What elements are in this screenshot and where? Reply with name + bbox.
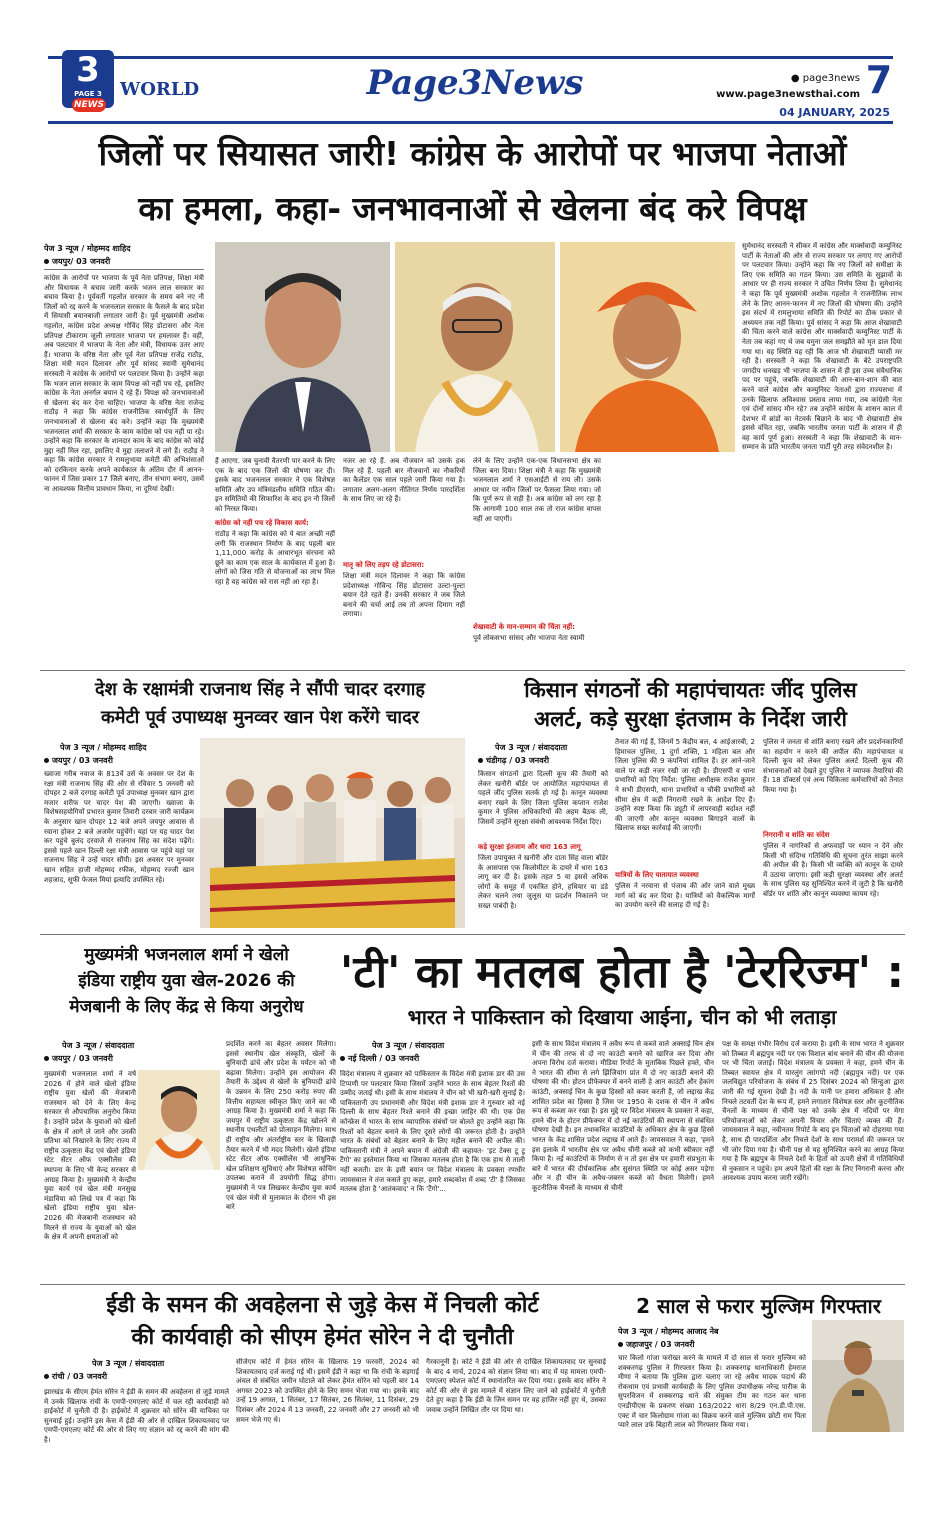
soren-dateline-text: रांची / 03 जनवरी xyxy=(52,1372,108,1381)
rajnath-body: ख्वाजा गरीब नवाज के 813वें उर्स के अवसर पर देश के रक्षा मंत्री राजनाथ सिंह की ओर से रविवार 5 जनवरी को दोपहर 2 बजे दरगाह कमेटी पूर्व उपाध्यक्ष मुनव्वर खान द्वारा मजार शरीफ पर चादर पेश की जाएगी। ख्वाजा के विशेषसहयोगियों प्रभारत कुमार तिवारी दरबार जारी कार्यक्रम के अनुसार खान दोपहर 12 बजे अपने जयपुर आवास से रवाना होकर 2 बजे अजमेर पहुंचेंगे। यहां पर यह चादर पेश कर पहुंचे बुलंद दरवाजे से राजनाथ सिंह का संदेश पढ़ेंगे। इससे पहले खान दिल्ली रक्षा मंत्री आवास पर पहुंचे यहां पर राजनाथ सिंह ने उन्हें चादर सौंपी। इस अवसर पर मुनव्वर खान सहित हाजी मोहम्मद रफीक, मोहम्मद रज्जी खान शहजाद, सूफी फेजल मियां इत्यादि उपस्थित रहे। xyxy=(44,770,194,884)
bullet-icon xyxy=(618,1342,623,1347)
masthead xyxy=(0,0,945,122)
cm-dateline-text: जयपुर / 03 जनवरी xyxy=(52,1054,113,1063)
kisan-col-1-sub: कड़े सुरक्षा इंतजाम और धारा 163 लागू xyxy=(478,843,581,851)
kisan-col-1b: जिला उपायुक्त ने खनौरी और दाता सिंह वाला बॉर्डर के आसपास एक किलोमीटर के दायरे में धारा 163 लागू कर दी है। इसके तहत 5 या इससे अधिक लोगों के समूह में एकत्रित होने, हथियार या डंडे लेकर चलने तथा जुलूस या प्रदर्शन निकालने पर सख्त पाबंदी है। xyxy=(478,854,608,910)
bullet-icon xyxy=(44,758,49,763)
cm-photo xyxy=(138,1070,220,1170)
section-label: WORLD xyxy=(118,78,228,102)
china-col-2: इसी के साथ विदेश मंत्रालय ने अवैध रूप से कब्जे वाले अक्साई चिन क्षेत्र में चीन की तरफ से दो नए काउंटी बनाने को खारिज कर दिया और अपना विरोध दर्ज कराया। मीडिया रिपोर्ट के मुताबिक पिछले हफ्ते, चीन ने भारत की सीमा से लगे झिंजियांग प्रांत में दो नए काउंटी बनाने की घोषणा की थी। होटन प्रीफेक्चर में बनने वाली हे आन काउंटी और हेकांग काउंटी, अक्साई चिन के कुछ हिस्सों को कवर करती हैं, जो लद्दाख केंद्र शासित प्रदेश का हिस्सा है जिस पर 1950 के दशक से चीन ने अवैध रूप से कब्जा कर रखा है। इस मुद्दे पर विदेश मंत्रालय के प्रवक्ता ने कहा, हमने चीन के होटन प्रीफेक्चर में दो नई काउंटियों की स्थापना से संबंधित घोषणा देखी है। इन तथाकथित काउंटियों के अधिकार क्षेत्र के कुछ हिस्से भारत के केंद्र शासित प्रदेश लद्दाख में आते हैं। जायसवाल ने कहा, 'हमने इस इलाके में भारतीय क्षेत्र पर अवैध चीनी कब्जे को कभी स्वीकार नहीं किया है। नई काउंटियों के निर्माण से न तो इस क्षेत्र पर हमारी संप्रभुता के बारे में भारत की दीर्घकालिक और सुसंगत स्थिति पर कोई असर पड़ेगा और न ही चीन के अवैध-जबरन कब्जे को वैधता मिलेगी। हमने कूटनीतिक चैनलों के माध्यम से चीनी xyxy=(532,1040,714,1192)
kisan-dateline xyxy=(478,755,608,766)
cm-col-2: प्रदर्शित करने का बेहतर अवसर मिलेगा। इससे स्थानीय खेल संस्कृति, खेलों के बुनियादी ढांचे और प्रदेश के पर्यटन को भी बढ़ावा मिलेगा। उन्होंने इस आयोजन की तैयारी के उद्देश्य से खेलों के बुनियादी ढांचे के उन्नयन के लिए 250 करोड़ रुपए की वित्तीय सहायता स्वीकृत किए जाने का भी आग्रह किया है। मुख्यमंत्री शर्मा ने कहा कि जयपुर में राष्ट्रीय उत्कृष्टता केंद्र खोलने से स्थानीय एथलीटों को प्रोत्साहन मिलेगा। साथ ही राष्ट्रीय और अंतर्राष्ट्रीय स्तर के खिलाड़ी तैयार करने में भी मदद मिलेगी। खेलो इंडिया स्टेट सेंटर ऑफ एक्सीलेंस भी आधुनिक खेल प्रशिक्षण सुविधाएं और विशेषज्ञ कोचिंग उपलब्ध कराने में उपयोगी सिद्ध होगा। मुख्यमंत्री ने पत्र लिखकर केन्द्रीय युवा कार्य एवं खेल मंत्री से मुलाकात के दौरान भी इस बारे xyxy=(226,1040,336,1212)
bullet-icon xyxy=(44,1374,49,1379)
brand-name: Page3News xyxy=(366,63,584,103)
rajnath-byline: पेज 3 न्यूज / मोहम्मद शाहिद xyxy=(60,743,147,752)
arrest-photo-illustration xyxy=(812,1320,904,1432)
lead-col-2b: राठौड़ ने कहा कि कांग्रेस को ये बात अच्छी नहीं लगी कि राजस्थान निर्माण के बाद पहली बार 1,11,000 करोड़ के आधारभूत संरचना को छूने का काम एक साल के कार्यकाल में हुआ है। लोगों को जिस गति से योजनाओं का लाभ मिल रहा है वह कांग्रेस को रास नहीं आ रहा है। xyxy=(215,530,335,586)
logo-sub: PAGE 3 xyxy=(74,90,102,98)
china-dateline xyxy=(340,1053,480,1064)
soren-dateline xyxy=(44,1371,194,1382)
cm-dateline xyxy=(44,1053,184,1064)
arrest-photo xyxy=(812,1320,904,1432)
logo-number: 3 xyxy=(76,50,100,90)
site-short-text: page3news xyxy=(802,73,860,84)
site-short: ● page3news xyxy=(790,73,860,84)
bullet-icon xyxy=(478,758,483,763)
site-url: www.page3newsthai.com xyxy=(716,89,860,100)
china-dateline-text: नई दिल्ली / 03 जनवरी xyxy=(348,1054,420,1063)
cm-headline-2: इंडिया राष्ट्रीय युवा खेल-2026 की xyxy=(78,971,295,991)
lead-headline-1: जिलों पर सियासत जारी! कांग्रेस के आरोपों पर भाजपा नेताओं xyxy=(98,134,847,173)
kisan-col-2b: पुलिस ने नरवाना से पंजाब की ओर जाने वाले मुख्य मार्ग को बंद कर दिया है। यात्रियों को वैकल्पिक मार्गों का उपयोग करने की सलाह दी गई है। xyxy=(615,882,755,910)
rajnath-dateline-text: जयपुर / 03 जनवरी xyxy=(52,756,113,765)
bullet-icon xyxy=(340,1056,345,1061)
section-divider xyxy=(40,934,905,935)
bullet-icon xyxy=(44,1056,49,1061)
lead-dateline-text: जयपुर/ 03 जनवरी xyxy=(52,257,111,266)
section-divider xyxy=(40,1284,905,1285)
lead-col-3b: शिक्षा मंत्री मदन दिलावर ने कहा कि कांग्रेस प्रदेशाध्यक्ष गोविन्द सिंह डोटासरा उल्टा-पुल्टा बयान देते रहते हैं। उनकी सरकार ने जब जिले बनाने की चर्चा आई तब तो अपना दिमाग नहीं लगाया। xyxy=(343,572,465,619)
kisan-byline: पेज 3 न्यूज / संवाददाता xyxy=(495,743,568,752)
soren-col-2: सीजेएम कोर्ट में हेमंत सोरेन के खिलाफ 19 फरवरी, 2024 को शिकायतवाद दर्ज कराई गई थी। इसमें ईडी ने कहा था कि रांची के बड़गाईं अंचल से संबंधित जमीन घोटाले को लेकर हेमंत सोरेन को पहली बार 14 अगस्त 2023 को उपस्थित होने के लिए समन भेजा गया था। इसके बाद उन्हें 19 अगस्त, 1 सितंबर, 17 सितंबर, 26 सितंबर, 11 दिसंबर, 29 दिसंबर और 2024 में 13 जनवरी, 22 जनवरी और 27 जनवरी को भी समन भेजे गए थे। xyxy=(236,1358,419,1424)
lead-photo-illustration xyxy=(215,242,735,452)
section-divider xyxy=(40,670,905,671)
lead-col-2: हैं आएगा. जब चुनावी वैतरणी पार करने के लिए एक के बाद एक जिलों की घोषणा कर दी। इसके बाद भजनलाल सरकार ने एक विशेषज्ञ समिति और उप मंत्रिमंडलीय समिति गठित की। इन समितियों की सिफारिश के बाद इन नौ जिलों को निरस्त किया। xyxy=(215,457,335,513)
soren-col-1: झारखंड के सीएम हेमंत सोरेन ने ईडी के समन की अवहेलना से जुड़े मामले में उनके खिलाफ रांची के एमपी-एमएलए कोर्ट में चल रही कार्यवाही को हाईकोर्ट में चुनौती दी है। हाईकोर्ट में शुक्रवार को सोरेन की याचिका पर सुनवाई हुई। उन्होंने इस केस में ईडी की ओर से दाखिल शिकायतवाद पर एमपी-एमएलए कोर्ट की ओर से लिए गए संज्ञान को रद्द करने की मांग की है। xyxy=(44,1388,229,1444)
rajnath-dateline xyxy=(44,755,194,766)
china-col-1: विदेश मंत्रालय ने शुक्रवार को पाकिस्तान के विदेश मंत्री इशाक डार की उस टिप्पणी पर पलटवार किया जिसमें उन्होंने भारत के साथ बेहतर रिश्तों की उम्मीद जताई थी। इसी के साथ मंत्रालय ने चीन को भी खरी-खरी सुनाई है। पाकिस्तानी उप प्रधानमंत्री और विदेश मंत्री इशाक डार ने गुरुवार को नई दिल्ली के साथ बेहतर रिश्ते बनाने की इच्छा जाहिर की थी। एक प्रेस कॉन्फ्रेंस में भारत के साथ व्यापारिक संबंधों पर बोलते हुए उन्होंने कहा कि रिश्तों को बेहतर बनाने के लिए दूसरे लोगों की जरूरत होती है। उन्होंने भारत के संबंधों को बेहतर बनाने के लिए महौल बनाने की अपील की। पाकिस्तानी मंत्री ने अपने बयान में अंग्रेजी की कहावत- 'इट टेक्स टू टू टैंगो' का इस्तेमाल किया था जिसका मतलब होता है कि एक हाथ से ताली नहीं बजती। डार के इसी बयान पर विदेश मंत्रालय के प्रवक्ता रणधीर जायसवाल ने तंज कसते हुए कहा, हमारे शब्दकोश में शब्द 'टी' है जिसका मतलब होता है 'आतंकवाद' न कि 'टैंगो'... xyxy=(340,1070,525,1194)
issue-date: 04 JANUARY, 2025 xyxy=(779,106,890,119)
lead-col-4-sub: शेखावाटी के मान-सम्मान की चिंता नहीं: xyxy=(473,623,575,631)
china-col-3: पक्ष के समक्ष गंभीर विरोध दर्ज कराया है। इसी के साथ भारत ने शुक्रवार को तिब्बत में ब्रह्मपुत्र नदी पर एक विशाल बांध बनाने की चीन की योजना पर भी चिंता जताई। विदेश मंत्रालय के प्रवक्ता ने कहा, हमने चीन के तिब्बत स्वायत्त क्षेत्र में यारलुंग त्सांगपो नदी (ब्रह्मपुत्र नदी) पर एक जलविद्युत परियोजना के संबंध में 25 दिसंबर 2024 को सिन्हुआ द्वारा जारी की गई सूचना देखी है। नदी के पानी पर हमारा अधिकार है और निचले तटवर्ती देश के रूप में, हमने लगातार विशेषज्ञ स्तर और कूटनीतिक चैनलों के माध्यम से चीनी पक्ष को उनके क्षेत्र में नदियों पर मेगा परियोजनाओं को लेकर अपनी विचार और चिंताएं व्यक्त की हैं। जायसवाल ने कहा, नवीनतम रिपोर्ट के बाद इन चिंताओं को दोहराया गया है, साथ ही पारदर्शिता और निचले देशों के साथ परामर्श की जरूरत पर भी जोर दिया गया है। चीनी पक्ष से यह सुनिश्चित करने का आग्रह किया गया है कि ब्रह्मपुत्र के निचले देशों के हितों को ऊपरी क्षेत्रों में गतिविधियों से नुकसान न पहुंचे। हम अपने हितों की रक्षा के लिए निगरानी करना और आवश्यक उपाय करना जारी रखेंगे। xyxy=(722,1040,904,1183)
kisan-dateline-text: चंडीगढ़ / 03 जनवरी xyxy=(486,756,550,765)
kisan-col-1: किसान संगठनों द्वारा दिल्ली कूच की तैयारी को लेकर खनौरी बॉर्डर पर आयोजित महापंचायत से पहले जींद पुलिस सतर्क हो गई है। कानून व्यवस्था बनाए रखने के लिए जिला पुलिस कप्तान राजेश कुमार ने पुलिस अधिकारियों की अहम बैठक ली, जिसमें उन्होंने सुरक्षा संबंधी आवश्यक निर्देश दिए। xyxy=(478,770,608,826)
lead-headline-2: का हमला, कहा- जनभावनाओं से खेलना बंद करे विपक्ष xyxy=(138,189,807,228)
china-headline-1: 'टी' का मतलब होता है 'टेररिज्म' : xyxy=(339,947,905,998)
lead-col-3: नजर आ रहे हैं. अब नौजवान को उसके हक मिल रहे हैं. पहली बार नौजवानों का नौकरियों का कैलेंडर एक साल पहले जारी किया गया है। लगातार अलग-अलग नीतिगत निर्णय पारदर्शिता के साथ लिए जा रहे हैं। xyxy=(343,457,465,504)
divider xyxy=(44,269,204,270)
kisan-col-3-sub: निगरानी व शांति का संदेश xyxy=(763,831,830,839)
cm-col-1: मुख्यमंत्री भजनलाल शर्मा ने वर्ष 2026 में होने वाले खेलो इंडिया राष्ट्रीय युवा खेलों की मेजबानी राजस्थान को देने के लिए केन्द्र सरकार से औपचारिक अनुरोध किया है। उन्होंने प्रदेश के युवाओं को खेलों के क्षेत्र में आगे ले जाने और उनकी प्रतिभा को निखारने के लिए राज्य में राष्ट्रीय उत्कृष्टता केंद्र एवं खेलो इंडिया स्टेट सेंटर ऑफ एक्सीलेंस की स्थापना के लिए भी केन्द्र सरकार से आग्रह किया है। मुख्यमंत्री ने केन्द्रीय युवा कार्य एवं खेल मंत्री मनसुख मंडाविया को लिखे पत्र में कहा कि खेलो इंडिया राष्ट्रीय युवा खेल- 2026 की मेजबानी राजस्थान को मिलने से राज्य के युवाओं को खेल के क्षेत्र में अपनी क्षमताओं को xyxy=(44,1070,136,1242)
cm-headline-1: मुख्यमंत्री भजनलाल शर्मा ने खेलो xyxy=(84,945,289,965)
cm-photo-illustration xyxy=(138,1070,220,1170)
china-headline-2: भारत ने पाकिस्तान को दिखाया आईना, चीन को भी लताड़ा xyxy=(407,1005,837,1029)
lead-col-4: लेने के लिए उन्होंने एक-एक विधानसभा क्षेत्र का जिला बना दिया। शिक्षा मंत्री ने कहा कि मुख्यमंत्री भजनलाल शर्मा ने एसआईटी से राय ली। उसके आधार पर नवीन जिलों पर फैसला लिया गया। जो कि पूर्ण रूप से सही है। अब कांग्रेस को लग रहा है कि आगामी 100 साल तक तो राज कांग्रेस वापस नहीं आ पाएगी। xyxy=(473,457,601,523)
kisan-col-3: पुलिस ने जनता से शांति बनाए रखने और प्रदर्शनकारियों का सहयोग न करने की अपील की। महापंचायत व दिल्ली कूच को लेकर पुलिस अलर्ट दिल्ली कूच की संभावनाओं को देखते हुए पुलिस ने व्यापक तैयारियां की हैं। 18 डॉक्टर्स एवं अन्य चिकित्सा कर्मचारियों को तैनात किया गया है। xyxy=(763,738,903,794)
rajnath-headline-2: कमेटी पूर्व उपाध्यक्ष मुनव्वर खान पेश करेंगे चादर xyxy=(100,707,419,728)
soren-headline-1: ईडी के समन की अवहेलना से जुड़े केस में निचली कोर्ट xyxy=(106,1293,539,1318)
kisan-col-2: तैनात की गई हैं, जिनमें 5 केंद्रीय बल, 4 आईआरबी, 2 हिमाचल पुलिस, 1 दुर्गा शक्ति, 1 महिला बल और जिला पुलिस की 9 कंपनियां शामिल हैं। हर आने-जाने वाले पर कड़ी नजर रखी जा रही है। डीएसपी व थाना प्रभारियों को दिए निर्देश: पुलिस अधीक्षक राजेश कुमार ने सभी डीएसपी, थाना प्रभारियों व चौकी प्रभारियों को सीमा क्षेत्र में कड़ी निगरानी रखने के आदेश दिए हैं। उन्होंने स्पष्ट किया कि ड्यूटी में लापरवाही बर्दाश्त नहीं की जाएगी और कानून व्यवस्था बिगाड़ने वालों के खिलाफ सख्त कार्रवाई की जाएगी। xyxy=(615,738,755,833)
logo-news-tag: NEWS xyxy=(73,100,105,110)
cm-headline-3: मेजबानी के लिए केंद्र से किया अनुरोध xyxy=(69,997,304,1017)
rajnath-headline-1: देश के रक्षामंत्री राजनाथ सिंह ने सौंपी चादर दरगाह xyxy=(95,679,425,700)
china-byline: पेज 3 न्यूज / संवाददाता xyxy=(372,1041,445,1050)
arrest-byline: पेज 3 न्यूज / मोहम्मद आजाद नेब xyxy=(618,1327,719,1336)
lead-byline: पेज 3 न्यूज / मोहम्मद शाहिद xyxy=(44,244,131,253)
cm-byline: पेज 3 न्यूज / संवाददाता xyxy=(62,1041,135,1050)
kisan-col-3b: पुलिस ने नागरिकों से अफवाहों पर ध्यान न देने और किसी भी संदिग्ध गतिविधि की सूचना तुरंत साझा करने की अपील की है। किसी भी व्यक्ति को कानून के दायरे में उठाया जाएगा। इसी कड़ी सुरक्षा व्यवस्था और अलर्ट के साथ पुलिस यह सुनिश्चित करने में जुटी है कि खनौरी बॉर्डर पर शांति और कानून व्यवस्था कायम रहे। xyxy=(763,842,903,898)
page-number: 7 xyxy=(865,58,893,102)
lead-col-2-sub: कांग्रेस को नहीं पच रहे विकास कार्य: xyxy=(215,519,309,527)
kisan-col-2-sub: यात्रियों के लिए यातायात व्यवस्था xyxy=(615,871,699,879)
bullet-icon xyxy=(44,259,49,264)
lead-col-3-sub: मातृ को लिए तड़प रहे डोटासरा: xyxy=(343,561,425,569)
lead-dateline xyxy=(44,256,204,267)
arrest-body: चार किलो गांजा फरोख्त करने के मामले में दो साल से फरार मुल्जिम को शक्करगढ़ पुलिस ने गिरफ्तार किया है। शक्करगढ़ थानाधिकारी हेमराज मीणा ने बताया कि पुलिस द्वारा चलाए जा रहे अवैध मादक पदार्थ की रोकथाम एवं प्रभावी कार्यवाही के लिए पुलिस उपाधीक्षक नरेन्द्र पारीक के सुपरविजन में शक्करगढ़ थाने की संयुक्त टीम का गठन कर थाना एनडीपीएस के प्रकरण संख्या 163/2022 धारा 8/29 एन.डी.पी.एस. एक्ट में चार किलोग्राम गांजा का विक्रय करने वाले मुल्जिम छोटी राम पिता प्यारे लाल उर्फ बिहारी लाल को गिरफ्तार किया गया। xyxy=(618,1354,806,1430)
rajnath-photo xyxy=(200,738,465,928)
arrest-dateline xyxy=(618,1339,768,1350)
arrest-headline: 2 साल से फरार मुल्जिम गिरफ्तार xyxy=(636,1294,881,1318)
arrest-dateline-text: जहाजपुर / 03 जनवरी xyxy=(626,1340,695,1349)
lead-photo-strip xyxy=(215,242,735,452)
soren-byline: पेज 3 न्यूज / संवाददाता xyxy=(92,1359,165,1368)
kisan-headline-1: किसान संगठनों की महापंचायतः जींद पुलिस xyxy=(524,678,857,702)
soren-headline-2: की कार्यवाही को सीएम हेमंत सोरेन ने दी चुनौती xyxy=(131,1325,514,1350)
lead-col-4b: पूर्व लोकसभा सांसद और भाजपा नेता स्वामी xyxy=(473,634,585,642)
soren-col-3: गैरकानूनी है। कोर्ट ने ईडी की ओर से दाखिल शिकायतवाद पर सुनवाई के बाद 4 मार्च, 2024 को संज्ञान लिया था। बाद में यह मामला एमपी-एमएलए स्पेशल कोर्ट में स्थानांतरित कर दिया गया। इसके बाद सोरेन ने कोर्ट की ओर से इस मामले में संज्ञान लिए जाने को हाईकोर्ट में चुनौती देते हुए कहा है कि ईडी के जिन समन पर वह हाजिर नहीं हुए थे, उसका जवाब उन्होंने लिखित तौर पर दिया था। xyxy=(426,1358,606,1414)
lead-col-5: सुमेधानंद सरस्वती ने सीकर में कांग्रेस और मार्क्सवादी कम्युनिस्ट पार्टी के नेताओं की ओर से राज्य सरकार पर लगाए गए आरोपों पर पलटवार किया। उन्होंने कहा कि नए जिलों को समीक्षा के लिए एक समिति का गठन किया। उस समिति के सुझावों के आधार पर ही राज्य सरकार ने उचित निर्णय लिया है। सुमेधानंद ने कहा कि पूर्व मुख्यमंत्री अशोक गहलोत ने राजनीतिक लाभ लेने के लिए आनन-फानन में नए जिलों की घोषणा की। उन्होंने इस संदर्भ में रामलुभाया समिति की रिपोर्ट का ठीक प्रकार से अध्ययन तक नहीं किया। पूर्व सांसद ने कहा कि आज शेखावाटी की चिंता करने वाले कांग्रेस और मार्क्सवादी कम्युनिस्ट पार्टी के नेता तब कहां गए थे जब यमुना जल समझौते को मृत डाल दिया गया था। वह स्थिति यह रही कि आज भी शेखावाटी प्यासी मर रही है। सरस्वती ने कहा कि शेखावाटी के बेटे उपराष्ट्रपति जगदीप धनखड़ भी भाजपा के शासन में ही इस उच्च संवैधानिक पद पर पहुंचे, जबकि शेखावाटी की आन-बान-शान की बात करने वाले कांग्रेस और कम्युनिस्ट नेताओं द्वारा राज्यसभा में उनके खिलाफ अविश्वास प्रस्ताव लाया गया, तब कांग्रेसी नेता एवं दोनों सांसद मौन रहे? तब उन्होंने कांग्रेस के शासन काल में देशभर में ब्रांडों का नेटवर्क बिछाने के बाद भी शेखावाटी क्षेत्र इससे वंचित रहा, जबकि भारतीय जनता पार्टी के शासन में ही वह कार्य पूर्ण हुआ। सरस्वती ने कहा कि शेखावाटी के मान-सम्मान के प्रति भारतीय जनता पार्टी पूरी तरह संवेदनशील है। xyxy=(742,242,902,452)
rajnath-photo-illustration xyxy=(200,738,465,928)
kisan-headline-2: अलर्ट, कड़े सुरक्षा इंतजाम के निर्देश जारी xyxy=(534,707,847,731)
lead-col-1: कांग्रेस के आरोपों पर भाजपा के पूर्व नेता प्रतिपक्ष, शिक्षा मंत्री और विधायक ने बचाव जारी करके भजन लाल सरकार का बचाव किया है। पूर्ववर्ती गहलोत सरकार के समय बने नए नौ जिलों को रद्द करने के भजनलाल सरकार के फैसले के बाद प्रदेश में सियासी बयानबाजी लगातार जारी है। पूर्व मुख्यमंत्री अशोक गहलोत, कांग्रेस प्रदेश अध्यक्ष गोविंद सिंह डोटासरा और नेता प्रतिपक्ष टीकाराम जूली लगातार भाजपा पर हमलावर हैं। वहीं, अब पलटवार में भाजपा के नेता और मंत्री, विधायक उतर आए हैं। भाजपा के वरिष्ठ नेता और पूर्व नेता प्रतिपक्ष राजेंद्र राठौड़, शिक्षा मंत्री मदन दिलावर और पूर्व सांसद स्वामी सुमेधानंद सरस्वती ने कांग्रेस के आरोपों पर पलटवार किया है। उन्होंने कहा कि भजन लाल सरकार के काम विपक्ष को नहीं पच रहे, इसलिए कांग्रेस के नेता अनर्गल बयान दे रहे हैं। विपक्ष को जनभावनाओं से खेलना बंद कर देना चाहिए। भाजपा के वरिष्ठ नेता राजेन्द्र राठौड़ ने कहा कि कांग्रेस राजनीतिक स्वार्थपूर्ति के लिए जनभावनाओं से खेलना बंद करे। उन्होंने कहा कि मुख्यमंत्री भजनलाल शर्मा की सरकार के काम कांग्रेस को पच नहीं पा रहे। उन्होंने कहा कि सरकार के शानदार काम के बाद कांग्रेस को कोई मुद्दा नहीं मिल रहा, इसलिए वे मुद्दा तलाशने में लगे हैं। राठौड़ ने कहा कि कांग्रेस सरकार ने रामलुभाया कमेटी की अभिशंसाओं को दरकिनार करके अपने कार्यकाल के अंतिम दौर में आनन-फानन में जिस प्रकार 17 जिले बनाए, तीन संभाग बनाए, उसमें ना आवश्यक वित्तीय प्रावधान किया, ना दूरियां देखीं। xyxy=(44,274,204,494)
